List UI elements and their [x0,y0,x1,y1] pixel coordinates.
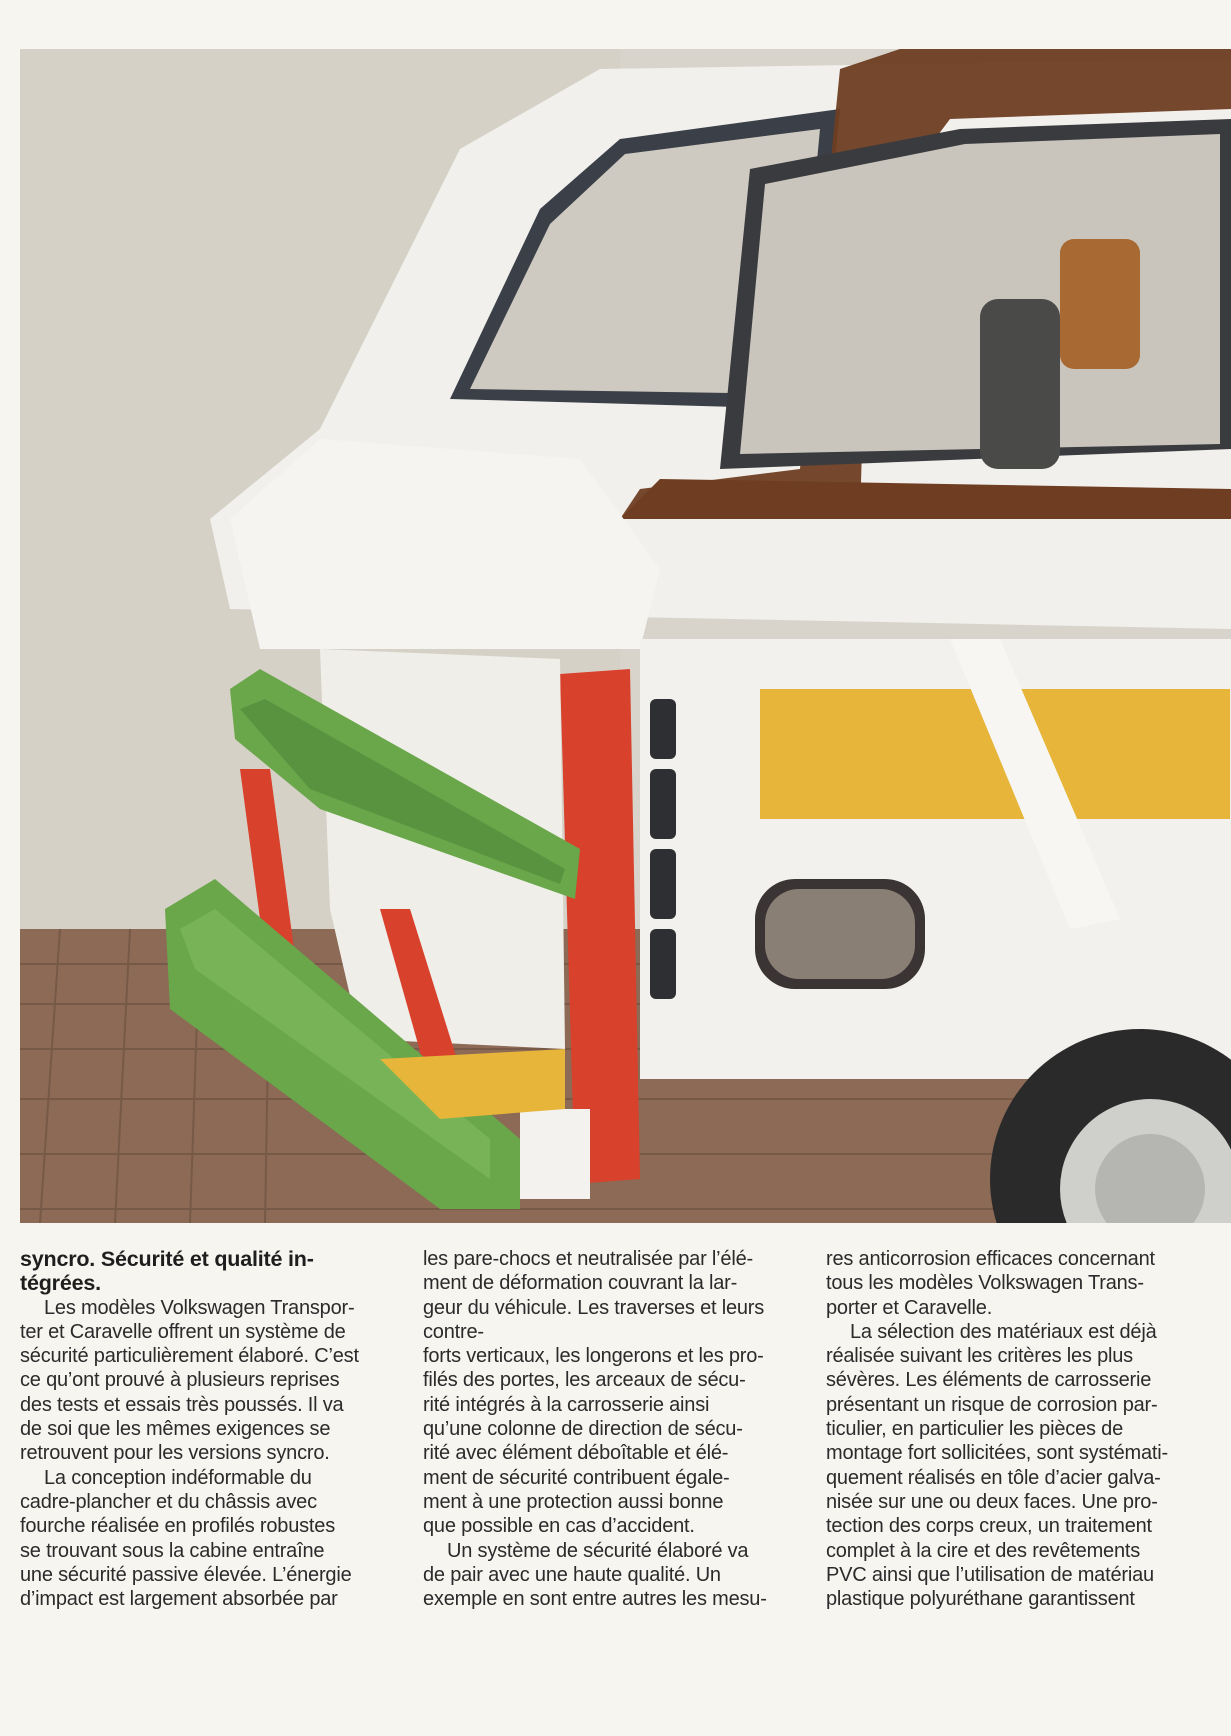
vehicle-photo [20,49,1231,1223]
column-1 [20,1247,390,1611]
col1-line: une sécurité passive élevée. L’énergie [20,1563,352,1586]
col2-line: rité avec élément déboîtable et élé- [423,1442,729,1465]
col2-line: contre- [423,1320,484,1343]
col2-line: Un système de sécurité élaboré va [447,1539,749,1562]
col3-line: tection des corps creux, un traitement [826,1515,1152,1538]
col1-line: d’impact est largement absorbée par [20,1588,338,1611]
col2-line: ment à une protection aussi bonne [423,1490,724,1513]
col3-line: réalisée suivant les critères les plus [826,1345,1133,1368]
van-safety-structure-illustration [20,49,1231,1223]
col1-line: sécurité particulièrement élaboré. C’est [20,1345,359,1368]
col2-line: exemple en sont entre autres les mesu- [423,1588,767,1611]
col1-line: des tests et essais très poussés. Il va [20,1393,344,1416]
col2-line: ment de déformation couvrant la lar- [423,1272,738,1295]
col2-line: rité intégrés à la carrosserie ainsi [423,1393,710,1416]
col3-line: nisée sur une ou deux faces. Une pro- [826,1490,1158,1513]
article-text [20,1247,1210,1727]
heading-line-1: syncro. Sécurité et qualité in- [20,1247,314,1271]
col1-line: cadre-plancher et du châssis avec [20,1490,317,1513]
col3-line: complet à la cire et des revêtements [826,1539,1141,1562]
col1-line: fourche réalisée en profilés robustes [20,1515,336,1538]
col3-line: montage fort sollicitées, sont systémati- [826,1442,1168,1465]
col1-line: de soi que les mêmes exigences se [20,1418,331,1441]
col3-line: ticulier, en particulier les pièces de [826,1418,1123,1441]
col2-line: forts verticaux, les longerons et les pro- [423,1345,764,1368]
col1-line: La conception indéformable du [44,1466,312,1489]
column-2 [423,1247,793,1611]
col1-line: retrouvent pour les versions syncro. [20,1442,330,1465]
col2-line: de pair avec une haute qualité. Un [423,1563,721,1586]
article-heading [20,1247,390,1296]
col3-line: tous les modèles Volkswagen Trans- [826,1272,1144,1295]
col2-line: que possible en cas d’accident. [423,1515,695,1538]
col2-line: qu’une colonne de direction de sécu- [423,1418,743,1441]
col3-line: porter et Caravelle. [826,1296,993,1319]
col3-line: PVC ainsi que l’utilisation de matériau [826,1563,1154,1586]
column-3 [826,1247,1196,1611]
col2-line: geur du véhicule. Les traverses et leurs [423,1296,765,1319]
col3-line: quement réalisés en tôle d’acier galva- [826,1466,1161,1489]
col1-line: Les modèles Volkswagen Transpor- [44,1296,355,1319]
heading-line-2: tégrées. [20,1271,101,1296]
col1-line: se trouvant sous la cabine entraîne [20,1539,325,1562]
col1-line: ce qu’ont prouvé à plusieurs reprises [20,1369,340,1392]
col1-line: ter et Caravelle offrent un système de [20,1320,346,1343]
col3-line: res anticorrosion efficaces concernant [826,1248,1155,1270]
col3-line: plastique polyuréthane garantissent [826,1588,1135,1611]
col2-line: les pare-chocs et neutralisée par l’élé- [423,1248,753,1270]
col2-line: filés des portes, les arceaux de sécu- [423,1369,746,1392]
col2-line: ment de sécurité contribuent égale- [423,1466,730,1489]
col3-line: présentant un risque de corrosion par- [826,1393,1158,1416]
col3-line: La sélection des matériaux est déjà [850,1320,1157,1343]
col3-line: sévères. Les éléments de carrosserie [826,1369,1152,1392]
